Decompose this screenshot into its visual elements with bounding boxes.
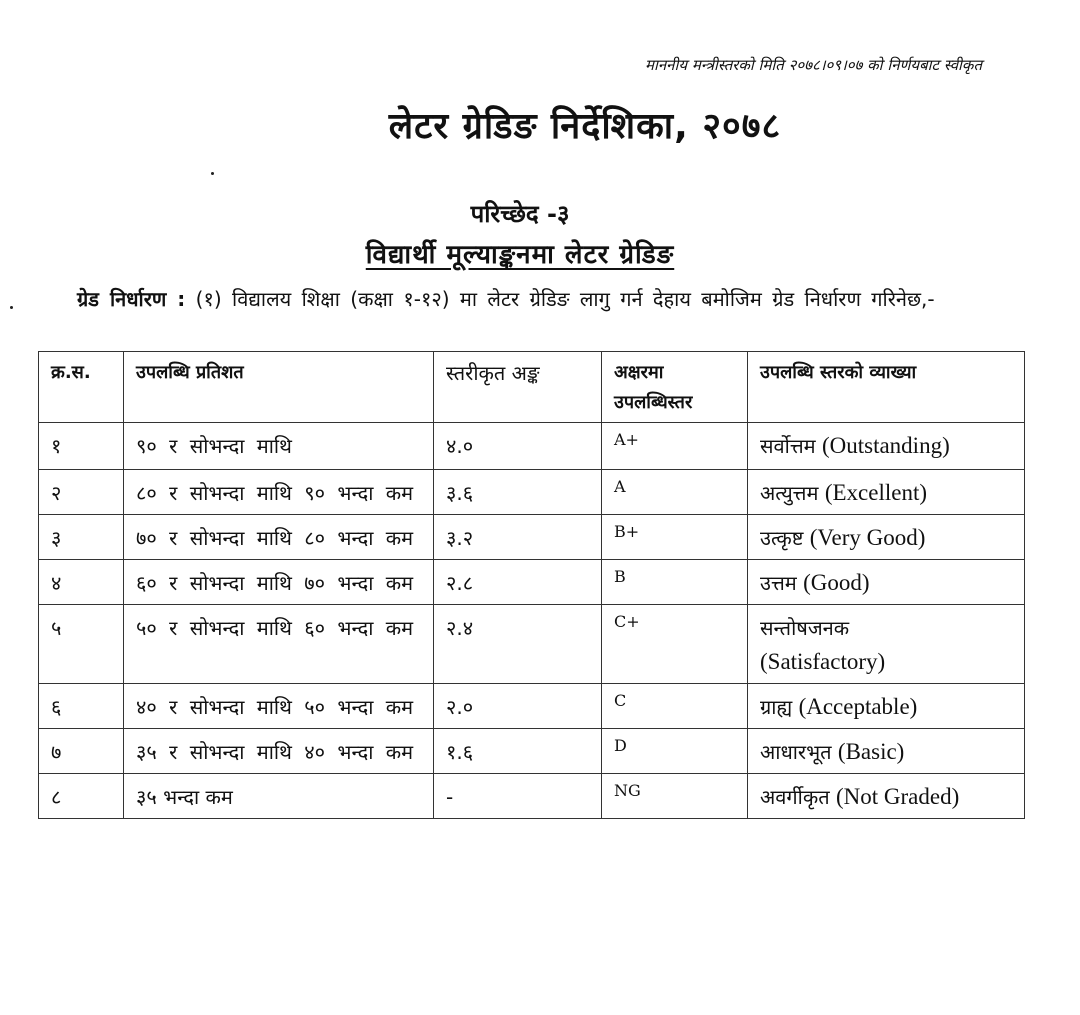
cell-description bbox=[748, 774, 1025, 819]
cell-sn: ३ bbox=[39, 515, 124, 560]
grade-determination-paragraph bbox=[77, 283, 1052, 315]
header-letter: अक्षरमा उपलब्धिस्तर bbox=[602, 352, 748, 423]
desc-en: (Not Graded) bbox=[835, 784, 960, 809]
cell-sn: ५ bbox=[39, 605, 124, 684]
desc-en: (Acceptable) bbox=[798, 694, 918, 719]
cell-gpa: २.८ bbox=[434, 560, 602, 605]
desc-np: अवर्गीकृत bbox=[760, 785, 830, 809]
cell-percent: ३५ भन्दा कम bbox=[124, 774, 434, 819]
cell-sn: १ bbox=[39, 423, 124, 470]
cell-description bbox=[748, 605, 1025, 684]
speck-dot bbox=[211, 172, 214, 175]
desc-en: (Very Good) bbox=[809, 525, 926, 550]
cell-sn: ४ bbox=[39, 560, 124, 605]
desc-np: सर्वोत्तम bbox=[760, 434, 816, 458]
cell-letter: B bbox=[602, 560, 748, 605]
table-row bbox=[39, 729, 1025, 774]
cell-sn: ६ bbox=[39, 684, 124, 729]
cell-gpa: ३.६ bbox=[434, 470, 602, 515]
cell-description bbox=[748, 470, 1025, 515]
cell-percent: ३५ र सोभन्दा माथि ४० भन्दा कम bbox=[124, 729, 434, 774]
desc-en: (Outstanding) bbox=[821, 433, 950, 458]
cell-letter: C bbox=[602, 684, 748, 729]
section-subtitle: विद्यार्थी मूल्याङ्कनमा लेटर ग्रेडिङ bbox=[365, 240, 675, 270]
desc-np: ग्राह्य bbox=[760, 695, 793, 719]
cell-description bbox=[748, 684, 1025, 729]
header-description: उपलब्धि स्तरको व्याख्या bbox=[748, 352, 1025, 423]
approval-note: माननीय मन्त्रीस्तरको मिति २०७८।०९।०७ को निर्णयबाट स्वीकृत bbox=[645, 56, 982, 74]
grading-table bbox=[38, 351, 1025, 819]
cell-letter: B+ bbox=[602, 515, 748, 560]
chapter-heading: परिच्छेद -३ bbox=[470, 200, 570, 228]
desc-np: सन्तोषजनक bbox=[760, 616, 850, 640]
cell-description bbox=[748, 729, 1025, 774]
cell-letter: C+ bbox=[602, 605, 748, 684]
cell-percent: ४० र सोभन्दा माथि ५० भन्दा कम bbox=[124, 684, 434, 729]
cell-gpa: ४.० bbox=[434, 423, 602, 470]
cell-percent: ९० र सोभन्दा माथि bbox=[124, 423, 434, 470]
table-row bbox=[39, 605, 1025, 684]
desc-en: (Excellent) bbox=[824, 480, 927, 505]
cell-letter: A bbox=[602, 470, 748, 515]
desc-np: उत्तम bbox=[760, 571, 797, 595]
cell-letter: NG bbox=[602, 774, 748, 819]
document-title: लेटर ग्रेडिङ निर्देशिका, २०७८ bbox=[388, 106, 782, 147]
cell-sn: ८ bbox=[39, 774, 124, 819]
header-sn: क्र.स. bbox=[39, 352, 124, 423]
table-row bbox=[39, 684, 1025, 729]
desc-en: (Basic) bbox=[837, 739, 905, 764]
cell-description bbox=[748, 515, 1025, 560]
cell-gpa: - bbox=[434, 774, 602, 819]
paragraph-label: ग्रेड निर्धारण : bbox=[77, 287, 186, 311]
cell-percent: ६० र सोभन्दा माथि ७० भन्दा कम bbox=[124, 560, 434, 605]
cell-percent: ५० र सोभन्दा माथि ६० भन्दा कम bbox=[124, 605, 434, 684]
table-row bbox=[39, 515, 1025, 560]
cell-letter: D bbox=[602, 729, 748, 774]
cell-sn: ७ bbox=[39, 729, 124, 774]
table-row bbox=[39, 774, 1025, 819]
header-percent: उपलब्धि प्रतिशत bbox=[124, 352, 434, 423]
table-row bbox=[39, 560, 1025, 605]
cell-description bbox=[748, 423, 1025, 470]
margin-dot bbox=[10, 306, 13, 309]
desc-en: (Satisfactory) bbox=[760, 649, 886, 674]
header-gpa: स्तरीकृत अङ्क bbox=[434, 352, 602, 423]
desc-np: अत्युत्तम bbox=[760, 481, 819, 505]
cell-gpa: १.६ bbox=[434, 729, 602, 774]
table-header-row bbox=[39, 352, 1025, 423]
cell-percent: ८० र सोभन्दा माथि ९० भन्दा कम bbox=[124, 470, 434, 515]
desc-np: उत्कृष्ट bbox=[760, 526, 804, 550]
desc-np: आधारभूत bbox=[760, 740, 832, 764]
cell-sn: २ bbox=[39, 470, 124, 515]
cell-description bbox=[748, 560, 1025, 605]
table-row bbox=[39, 470, 1025, 515]
cell-letter: A+ bbox=[602, 423, 748, 470]
cell-gpa: ३.२ bbox=[434, 515, 602, 560]
table-row bbox=[39, 423, 1025, 470]
desc-en: (Good) bbox=[803, 570, 870, 595]
cell-gpa: २.४ bbox=[434, 605, 602, 684]
cell-gpa: २.० bbox=[434, 684, 602, 729]
paragraph-text: (१) विद्यालय शिक्षा (कक्षा १-१२) मा लेटर ग्रेडिङ लागु गर्न देहाय बमोजिम ग्रेड निर्धारण गरिनेछ,- bbox=[195, 287, 935, 311]
cell-percent: ७० र सोभन्दा माथि ८० भन्दा कम bbox=[124, 515, 434, 560]
